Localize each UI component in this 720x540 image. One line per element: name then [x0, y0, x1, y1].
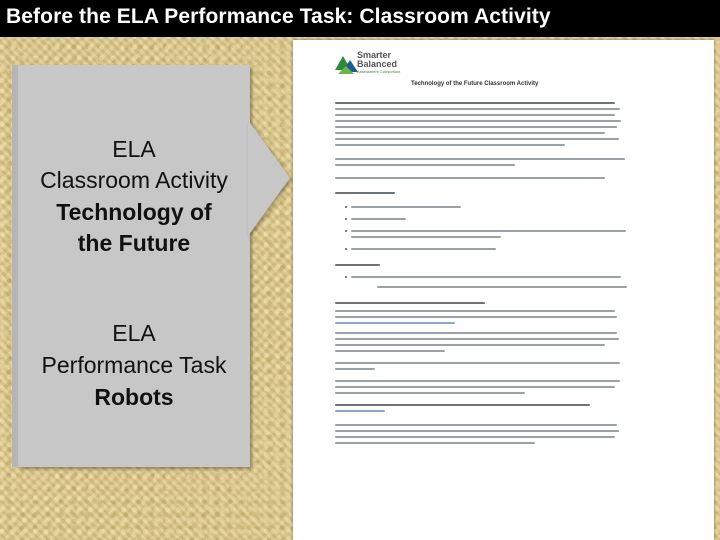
activity-name-line1: Technology of	[56, 199, 212, 225]
task-subject: ELA	[112, 320, 156, 346]
document-title: Technology of the Future Classroom Activity	[411, 81, 539, 87]
task-name: Robots	[94, 384, 174, 410]
activity-subject: ELA	[112, 136, 156, 162]
activity-name-line2: the Future	[77, 230, 191, 256]
document-thumbnail	[293, 40, 714, 540]
task-label: Performance Task	[41, 352, 227, 378]
smarter-balanced-logo: Smarter Balanced Assessment Consortium	[335, 50, 415, 80]
activity-label: Classroom Activity	[40, 167, 228, 193]
slide-title-bar	[0, 0, 720, 37]
slide-title: Before the ELA Performance Task: Classroom Activity	[6, 5, 551, 28]
callout-arrow	[248, 120, 290, 236]
